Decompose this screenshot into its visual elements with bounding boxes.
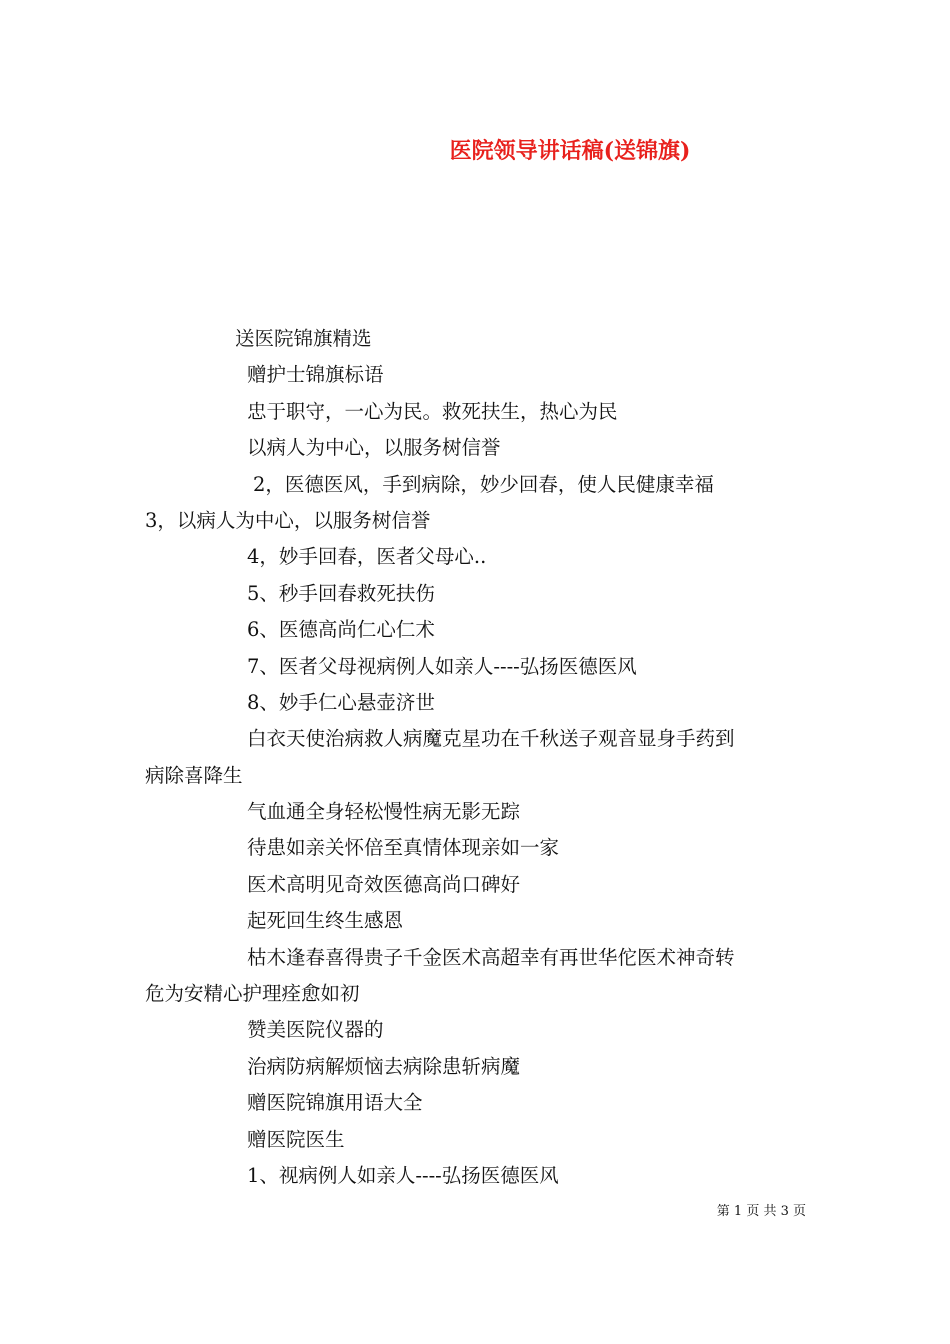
text-line: 2，医德医风，手到病除，妙少回春，使人民健康幸福 [253, 472, 714, 496]
text-line: 治病防病解烦恼去病除患斩病魔 [247, 1054, 521, 1078]
text-line: 病除喜降生 [145, 763, 243, 787]
text-line: 送医院锦旗精选 [235, 327, 372, 350]
text-line: 医术高明见奇效医德高尚口碑好 [247, 872, 521, 896]
text-line: 7、医者父母视病例人如亲人----弘扬医德医风 [247, 654, 637, 678]
page-number: 第 1 页 共 3 页 [716, 1204, 806, 1219]
text-line: 5、秒手回春救死扶伤 [247, 581, 435, 605]
text-line: 赞美医院仪器的 [247, 1018, 384, 1042]
text-line: 6、医德高尚仁心仁术 [247, 618, 435, 642]
text-line: 白衣天使治病救人病魔克星功在千秋送子观音显身手药到 [247, 727, 735, 751]
text-line: 赠医院锦旗用语大全 [247, 1091, 423, 1115]
text-line: 8、妙手仁心悬壶济世 [247, 690, 435, 714]
text-line: 4，妙手回春，医者父母心.. [247, 545, 487, 569]
text-line: 1、视病例人如亲人----弘扬医德医风 [247, 1163, 559, 1187]
page-title: 医院领导讲话稿(送锦旗) [449, 138, 691, 164]
document-body [145, 321, 810, 1194]
text-line: 起死回生终生感恩 [247, 909, 404, 933]
text-line: 赠医院医生 [247, 1127, 345, 1151]
text-line: 赠护士锦旗标语 [247, 363, 384, 387]
text-line: 气血通全身轻松慢性病无影无踪 [247, 800, 521, 824]
text-line: 3，以病人为中心，以服务树信誉 [145, 508, 431, 532]
text-line: 待患如亲关怀倍至真情体现亲如一家 [247, 836, 560, 860]
text-line: 危为安精心护理痊愈如初 [145, 982, 360, 1006]
text-line: 忠于职守，一心为民。救死扶生，热心为民 [247, 399, 618, 423]
text-line: 以病人为中心，以服务树信誉 [247, 436, 501, 460]
text-line: 枯木逢春喜得贵子千金医术高超幸有再世华佗医术神奇转 [247, 945, 735, 969]
